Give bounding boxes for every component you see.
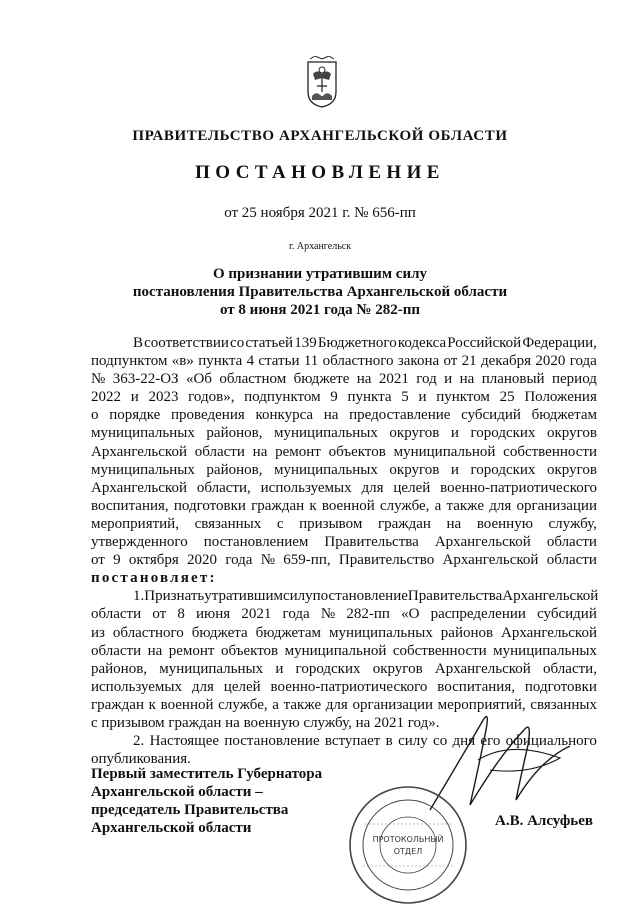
official-stamp-icon: [347, 784, 469, 906]
document-title: [0, 265, 640, 319]
body-line: муниципальных районов, муниципальных округов и городских округов: [91, 425, 597, 442]
body-line: мероприятий, связанных с призывом граждан на военную службу,: [91, 515, 597, 532]
body-line: подпунктом «в» пункта 4 статьи 11 областного закона от 21 декабря 2020 года: [91, 353, 597, 370]
svg-text:ОТДЕЛ: ОТДЕЛ: [393, 847, 423, 856]
body-line: используемых для целей военно-патриотического воспитания, подготовки: [91, 678, 597, 695]
body-line: воспитания, подготовки граждан к военной службе, а также для организации: [91, 497, 597, 514]
title-line: О признании утратившим силу: [213, 266, 427, 282]
body-line: граждан к военной службе, а также для организации мероприятий, связанных: [91, 696, 597, 713]
body-line: постановляет:: [91, 570, 217, 587]
body-line: 2. Настоящее постановление вступает в силу со дня его официального: [133, 733, 597, 750]
body-line: утвержденного постановлением Правительства Архангельской области: [91, 534, 597, 551]
body-line: муниципальных районов, муниципальных округов и городских округов: [91, 461, 597, 478]
body-line: 2022 и 2023 годов», подпунктом 9 пункта 5 и пунктом 25 Положения: [91, 389, 597, 406]
signatory-line: Архангельской области –: [91, 784, 263, 800]
title-line: от 8 июня 2021 года № 282-пп: [220, 302, 420, 318]
signatory-position: [91, 765, 322, 837]
signatory-name: А.В. Алсуфьев: [495, 813, 593, 829]
body-line: Архангельской области, используемых для целей военно-патриотического: [91, 479, 597, 496]
body-line: опубликования.: [91, 751, 191, 768]
body-line: № 363-22-ОЗ «Об областном бюджете на 2021 год и на плановый период: [91, 371, 597, 388]
document-date-number: от 25 ноября 2021 г. № 656-пп: [224, 205, 416, 221]
body-line: области на ремонт объектов муниципальной собственности муниципальных: [91, 642, 597, 659]
organization-name: ПРАВИТЕЛЬСТВО АРХАНГЕЛЬСКОЙ ОБЛАСТИ: [132, 128, 508, 144]
body-line: о порядке проведения конкурса на предоставление субсидий бюджетам: [91, 407, 597, 424]
document-type: ПОСТАНОВЛЕНИЕ: [195, 162, 445, 183]
signatory-line: Первый заместитель Губернатора: [91, 766, 323, 782]
svg-text:ПРОТОКОЛЬНЫЙ: ПРОТОКОЛЬНЫЙ: [372, 835, 444, 844]
body-line: из областного бюджета бюджетам муниципальных районов Архангельской: [91, 624, 597, 641]
body-line: от 9 октября 2020 года № 659-пп, Правительство Архангельской области: [91, 552, 597, 569]
body-line: области от 8 июня 2021 года № 282-пп «О распределении субсидий: [91, 606, 597, 623]
signatory-line: Архангельской области: [91, 820, 252, 836]
body-line: 1. Признать утратившим силу постановление Правительства Архангельской: [133, 588, 599, 605]
coat-of-arms-icon: [305, 56, 339, 108]
body-line: районов, муниципальных и городских округов Архангельской области,: [91, 660, 597, 677]
body-line: с призывом граждан на военную службу, на 2021 год».: [91, 714, 440, 731]
document-city: г. Архангельск: [288, 241, 352, 252]
body-line: Архангельской области на ремонт объектов муниципальной собственности: [91, 443, 597, 460]
signatory-line: председатель Правительства: [91, 802, 289, 818]
body-line: В соответствии со статьей 139 Бюджетного кодекса Российской Федерации,: [133, 335, 597, 351]
title-line: постановления Правительства Архангельской области: [132, 284, 508, 300]
